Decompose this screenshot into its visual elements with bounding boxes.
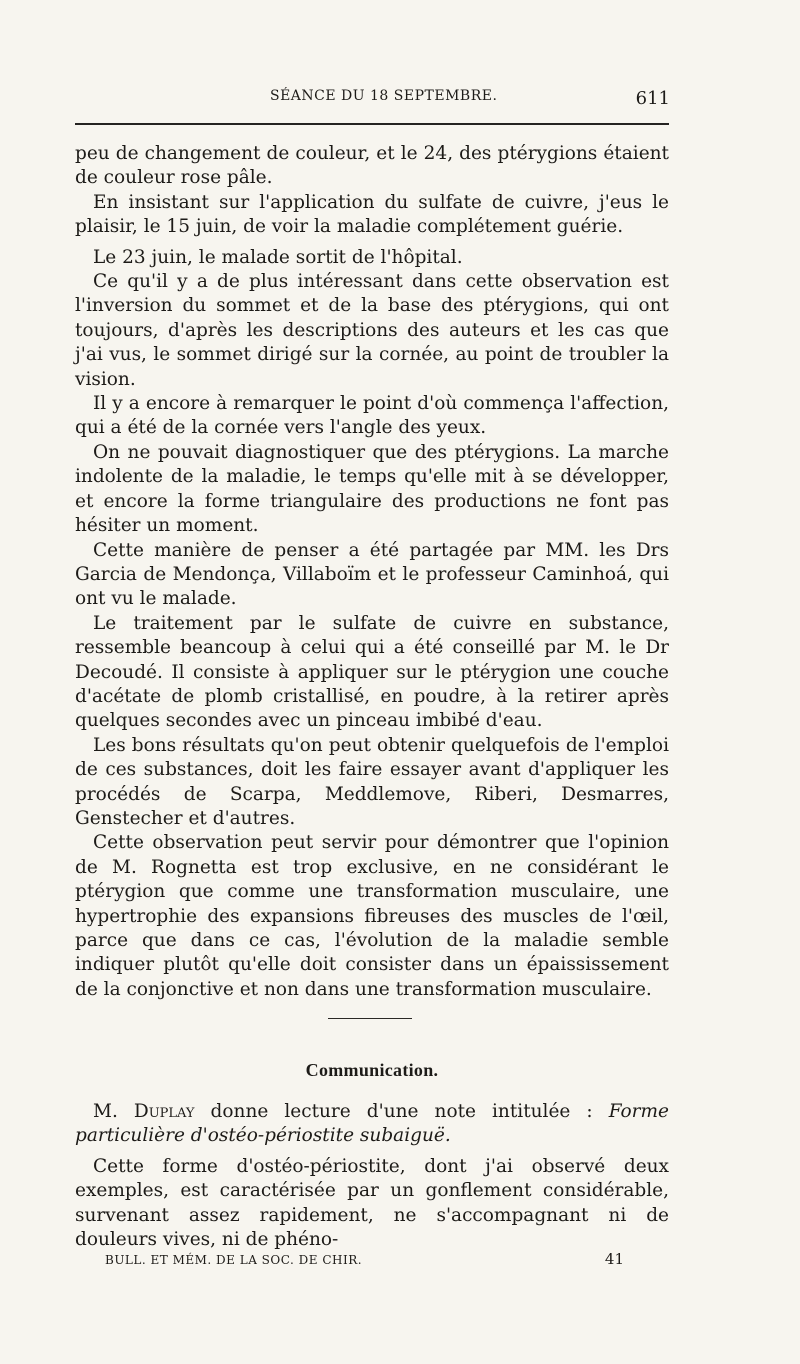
paragraph-9: Les bons résultats qu'on peut obtenir quelquefois de l'emploi de ces substances, doit les faire essayer avant d'appliquer les procédés de Scarpa, Meddlemove, Riberi, Desmarres, Genstecher et d'autres.	[75, 734, 669, 829]
note-title: Forme particulière d'ostéo-périostite subaiguë.	[75, 1101, 669, 1147]
header-rule	[75, 123, 669, 125]
communication-text	[75, 1100, 669, 1252]
paragraph-10: Cette observation peut servir pour démontrer que l'opinion de M. Rognetta est trop exclusive, en ne considérant le ptérygion que comme une transformation musculaire, une hypertrophie des expansions fibreuses des muscles de l'œil, parce que dans ce cas, l'évolution de la maladie semble indiquer plutôt qu'elle doit consister dans un épaississement de la conjonctive et non dans une transformation musculaire.	[75, 832, 669, 1000]
paragraph-3: Le 23 juin, le malade sortit de l'hôpital.	[93, 246, 463, 268]
footer-signature: 41	[604, 1250, 624, 1268]
speaker-prefix: M.	[93, 1101, 134, 1122]
paragraph-2: En insistant sur l'application du sulfate de cuivre, j'eus le plaisir, le 15 juin, de voir la maladie complétement guérie.	[75, 191, 669, 238]
page-number: 611	[635, 88, 670, 109]
communication-intro-text: donne lecture d'une note intitulée :	[194, 1101, 609, 1122]
running-header-title: SÉANCE DU 18 SEPTEMBRE.	[270, 88, 498, 104]
speaker-name: Duplay	[133, 1101, 195, 1122]
communication-intro	[75, 1100, 669, 1149]
section-heading: Communication.	[305, 1060, 439, 1080]
footer-publication: BULL. ET MÉM. DE LA SOC. DE CHIR.	[105, 1253, 363, 1267]
communication-paragraph: Cette forme d'ostéo-périostite, dont j'ai observé deux exemples, est caractérisée par un gonflement considérable, survenant assez rapidement, ne s'accompagnant ni de douleurs vives, ni de phéno-	[75, 1155, 669, 1251]
paragraph-8: Le traitement par le sulfate de cuivre en substance, ressemble beancoup à celui qui a été conseillé par M. le Dr Decoudé. Il consiste à appliquer sur le ptérygion une couche d'acétate de plomb cristallisé, en poudre, à la retirer après quelques secondes avec un pinceau imbibé d'eau.	[75, 612, 669, 732]
paragraph-5: Il y a encore à remarquer le point d'où commença l'affection, qui a été de la cornée vers l'angle des yeux.	[75, 393, 669, 439]
paragraph-6: On ne pouvait diagnostiquer que des ptérygions. La marche indolente de la maladie, le temps qu'elle mit à se développer, et encore la forme triangulaire des productions ne font pas hésiter un moment.	[75, 441, 669, 537]
section-divider	[328, 1018, 412, 1019]
paragraph-4: Ce qu'il y a de plus intéressant dans cette observation est l'inversion du sommet et de la base des ptérygions, qui ont toujours, d'après les descriptions des auteurs et les cas que j'ai vus, le sommet dirigé sur la cornée, au point de troubler la vision.	[75, 271, 669, 390]
paragraph-1: peu de changement de couleur, et le 24, des ptérygions étaient de couleur rose pâle.	[75, 143, 669, 189]
running-header	[75, 88, 670, 116]
paragraph-7: Cette manière de penser a été partagée par MM. les Drs Garcia de Mendonça, Villaboïm et le professeur Caminhoá, qui ont vu le malade.	[75, 539, 669, 610]
main-text	[75, 142, 669, 1002]
page-footer	[75, 1250, 669, 1272]
